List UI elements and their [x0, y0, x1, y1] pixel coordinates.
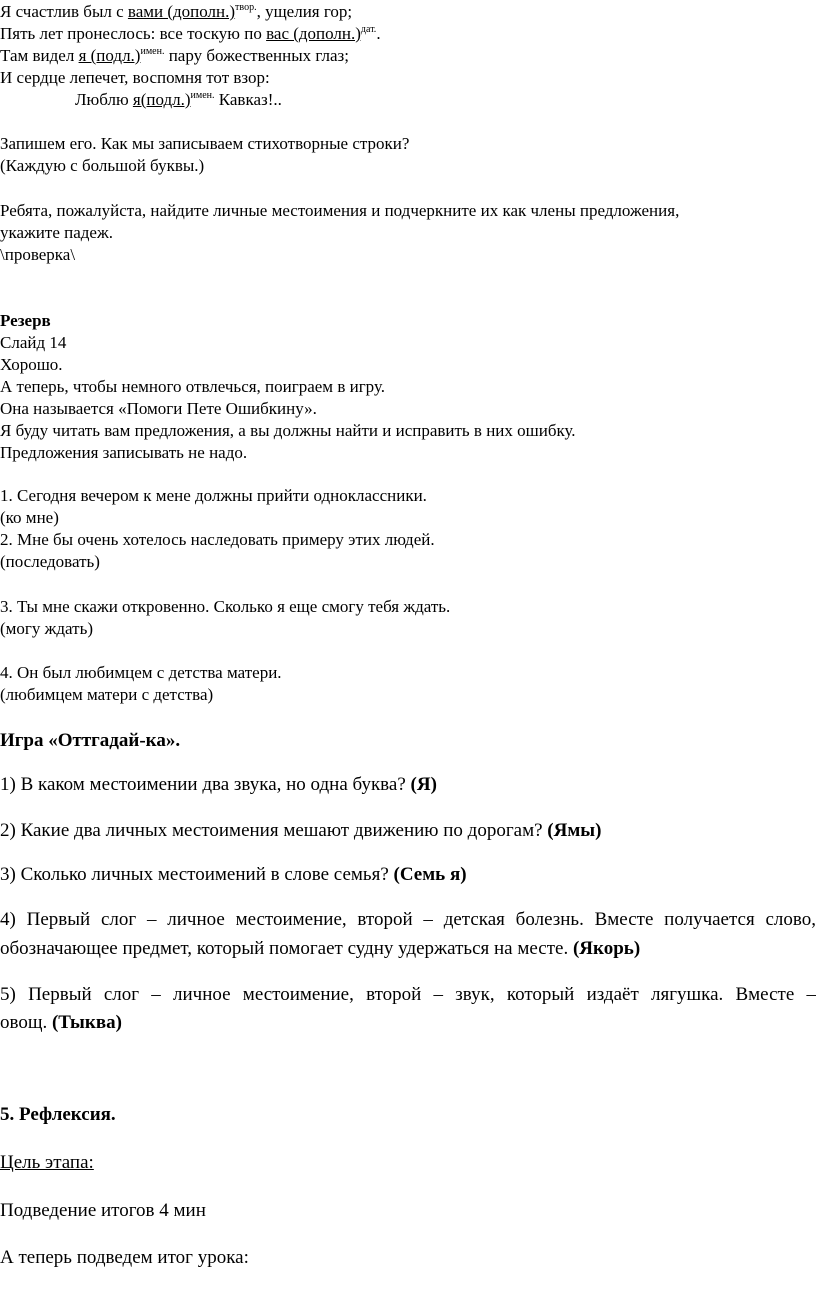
- riddle-question: 3) Сколько личных местоимений в слове семья?: [0, 864, 394, 885]
- poem-text: пару божественных глаз;: [164, 46, 349, 65]
- riddle-1: [0, 772, 437, 798]
- case-label: твор.: [235, 2, 257, 13]
- riddle-answer: (Ямы): [547, 820, 602, 841]
- riddle-2: [0, 818, 601, 844]
- section-title-reflection: 5. Рефлексия.: [0, 1104, 116, 1125]
- case-label: дат.: [360, 24, 377, 35]
- section-title-game: Игра «Оттгадай-ка».: [0, 730, 181, 751]
- poem-line-2: [0, 23, 381, 45]
- reserve-line: Слайд 14: [0, 333, 67, 352]
- poem-text: Кавказ!..: [214, 90, 282, 109]
- correction: (ко мне): [0, 508, 59, 527]
- poem-line-1: [0, 1, 352, 23]
- riddle-4-line-1: 4) Первый слог – личное местоимение, второй – детская болезнь. Вместе получается слово,: [0, 909, 816, 930]
- riddle-answer: (Я): [410, 774, 437, 795]
- riddle-question: овощ.: [0, 1012, 52, 1033]
- reserve-line: Предложения записывать не надо.: [0, 443, 248, 462]
- pronoun-underlined: вас (дополн.): [266, 24, 361, 43]
- reserve-line: Хорошо.: [0, 355, 63, 374]
- reserve-line: Я буду читать вам предложения, а вы должны найти и исправить в них ошибку.: [0, 421, 576, 440]
- poem-line-5: [75, 89, 282, 111]
- riddle-answer: (Якорь): [572, 938, 641, 959]
- question-line: Запишем его. Как мы записываем стихотворные строки?: [0, 134, 410, 153]
- riddle-answer: (Тыква): [51, 1012, 122, 1033]
- case-label: имен.: [140, 46, 165, 57]
- pronoun-underlined: я (подл.): [78, 46, 141, 65]
- poem-line-4: И сердце лепечет, воспомня тот взор:: [0, 68, 270, 87]
- answer-line: (Каждую с большой буквы.): [0, 156, 205, 175]
- correction: (любимцем матери с детства): [0, 685, 214, 704]
- check-note: \проверка\: [0, 245, 76, 264]
- riddle-3: [0, 862, 467, 888]
- pronoun-underlined: я(подл.): [132, 90, 191, 109]
- case-label: имен.: [190, 90, 215, 101]
- riddle-question: 1) В каком местоимении два звука, но одна буква?: [0, 774, 411, 795]
- pronoun-underlined: вами (дополн.): [127, 2, 236, 21]
- poem-text: Люблю: [75, 90, 133, 109]
- riddle-answer: (Семь я): [393, 864, 467, 885]
- reserve-line: Она называется «Помоги Пете Ошибкину».: [0, 399, 317, 418]
- riddle-question: 2) Какие два личных местоимения мешают движению по дорогам?: [0, 820, 548, 841]
- poem-text: Пять лет пронеслось: все тоскую по: [0, 24, 267, 43]
- riddle-5-line-1: 5) Первый слог – личное местоимение, второй – звук, который издаёт лягушка. Вместе –: [0, 984, 816, 1005]
- poem-text: , ущелия гор;: [256, 2, 353, 21]
- closing-line: А теперь подведем итог урока:: [0, 1247, 249, 1268]
- section-title-reserve: Резерв: [0, 311, 51, 330]
- error-sentence: 3. Ты мне скажи откровенно. Сколько я еще смогу тебя ждать.: [0, 597, 451, 616]
- task-line: Ребята, пожалуйста, найдите личные местоимения и подчеркните их как члены предложения,: [0, 201, 680, 220]
- error-sentence: 1. Сегодня вечером к мене должны прийти одноклассники.: [0, 486, 427, 505]
- poem-text: .: [376, 24, 381, 43]
- reserve-line: А теперь, чтобы немного отвлечься, поиграем в игру.: [0, 377, 385, 396]
- task-line: укажите падеж.: [0, 223, 113, 242]
- correction: (последовать): [0, 552, 100, 571]
- poem-text: Я счастлив был с: [0, 2, 128, 21]
- stage-goal-label: Цель этапа:: [0, 1152, 94, 1173]
- summary-line: Подведение итогов 4 мин: [0, 1200, 206, 1221]
- riddle-question: обозначающее предмет, который помогает судну удержаться на месте.: [0, 938, 573, 959]
- riddle-5-line-2: [0, 1010, 122, 1036]
- error-sentence: 2. Мне бы очень хотелось наследовать примеру этих людей.: [0, 530, 435, 549]
- riddle-4-line-2: [0, 936, 640, 962]
- error-sentence: 4. Он был любимцем с детства матери.: [0, 663, 282, 682]
- poem-line-3: [0, 45, 349, 67]
- correction: (могу ждать): [0, 619, 93, 638]
- poem-text: Там видел: [0, 46, 79, 65]
